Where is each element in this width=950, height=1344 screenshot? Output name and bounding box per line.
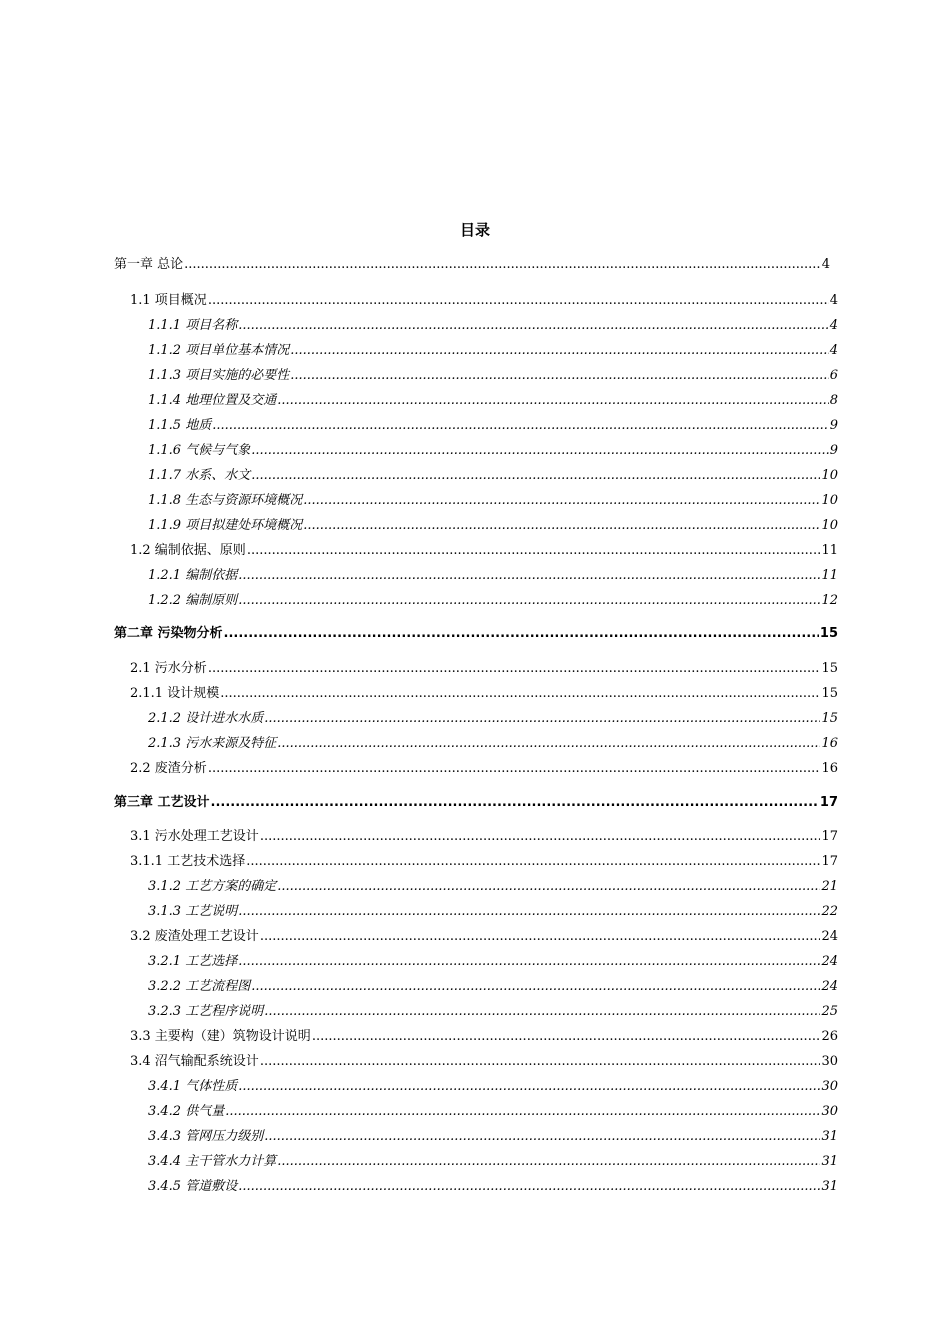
toc-dot-leader xyxy=(312,1028,821,1046)
toc-entry-label: 1.2.1 编制依据 xyxy=(148,568,238,583)
toc-dot-leader xyxy=(290,367,829,385)
toc-entry-page: 15 xyxy=(821,686,838,701)
toc-dot-leader xyxy=(277,392,829,410)
toc-entry-page: 31 xyxy=(821,1129,838,1144)
toc-entry-label: 3.2.2 工艺流程图 xyxy=(148,979,251,994)
toc-entry-label: 2.1.3 污水来源及特征 xyxy=(148,736,277,751)
toc-entry[interactable] xyxy=(130,540,838,560)
toc-entry-label: 1.1.6 气候与气象 xyxy=(148,443,251,458)
toc-entry[interactable] xyxy=(148,1151,838,1171)
toc-dot-leader xyxy=(251,978,820,996)
toc-entry-label: 3.4.5 管道敷设 xyxy=(148,1179,238,1194)
toc-entry-page: 8 xyxy=(829,393,838,408)
toc-entry-label: 3.1.3 工艺说明 xyxy=(148,904,238,919)
toc-entry-page: 31 xyxy=(821,1179,838,1194)
toc-entry-label: 第二章 污染物分析 xyxy=(114,626,223,641)
toc-dot-leader xyxy=(247,542,821,560)
toc-entry-label: 1.1.4 地理位置及交通 xyxy=(148,393,277,408)
toc-entry-page: 24 xyxy=(821,979,838,994)
toc-entry-label: 1.2 编制依据、原则 xyxy=(130,543,246,558)
toc-dot-leader xyxy=(238,592,820,610)
toc-entry[interactable] xyxy=(148,565,838,585)
toc-entry-label: 第一章 总论 xyxy=(114,257,184,272)
toc-dot-leader xyxy=(211,794,819,812)
toc-entry-page: 12 xyxy=(821,593,838,608)
toc-entry-label: 2.1.2 设计进水水质 xyxy=(148,711,264,726)
toc-entry[interactable] xyxy=(148,1176,838,1196)
toc-dot-leader xyxy=(303,492,820,510)
toc-entry-label: 3.4.2 供气量 xyxy=(148,1104,225,1119)
toc-entry-page: 9 xyxy=(829,418,838,433)
toc-entry-page: 10 xyxy=(821,493,838,508)
toc-entry[interactable] xyxy=(148,733,838,753)
toc-entry-label: 1.1 项目概况 xyxy=(130,293,207,308)
toc-dot-leader xyxy=(212,417,829,435)
toc-entry-page: 25 xyxy=(821,1004,838,1019)
toc-entry-label: 第三章 工艺设计 xyxy=(114,795,210,810)
toc-entry[interactable] xyxy=(148,1101,838,1121)
toc-entry[interactable] xyxy=(148,976,838,996)
toc-dot-leader xyxy=(238,567,820,585)
toc-entry-label: 3.3 主要构（建）筑物设计说明 xyxy=(130,1029,311,1044)
toc-entry-label: 2.1 污水分析 xyxy=(130,661,207,676)
toc-dot-leader xyxy=(260,928,821,946)
toc-entry[interactable] xyxy=(130,1026,838,1046)
toc-entry[interactable] xyxy=(148,1076,838,1096)
toc-dot-leader xyxy=(224,625,819,643)
toc-entry-label: 1.2.2 编制原则 xyxy=(148,593,238,608)
toc-dot-leader xyxy=(260,1053,821,1071)
toc-entry[interactable] xyxy=(114,623,838,643)
toc-entry-page: 24 xyxy=(821,929,838,944)
toc-dot-leader xyxy=(251,467,820,485)
toc-entry-page: 16 xyxy=(821,736,838,751)
toc-entry[interactable] xyxy=(148,390,838,410)
toc-entry[interactable] xyxy=(114,254,830,274)
toc-entry-label: 3.1.1 工艺技术选择 xyxy=(130,854,246,869)
toc-dot-leader xyxy=(260,828,821,846)
toc-entry[interactable] xyxy=(148,415,838,435)
toc-dot-leader xyxy=(277,735,820,753)
toc-entry-page: 30 xyxy=(821,1104,838,1119)
toc-entry[interactable] xyxy=(148,1126,838,1146)
toc-entry-label: 3.4.1 气体性质 xyxy=(148,1079,238,1094)
toc-entry-label: 3.4.3 管网压力级别 xyxy=(148,1129,264,1144)
toc-entry-page: 4 xyxy=(829,318,838,333)
toc-entry-label: 3.4 沼气输配系统设计 xyxy=(130,1054,259,1069)
toc-entry-label: 3.1 污水处理工艺设计 xyxy=(130,829,259,844)
toc-entry-label: 2.1.1 设计规模 xyxy=(130,686,220,701)
toc-dot-leader xyxy=(220,685,820,703)
toc-entry[interactable] xyxy=(148,315,838,335)
toc-entry[interactable] xyxy=(148,901,838,921)
toc-entry[interactable] xyxy=(130,683,838,703)
toc-dot-leader xyxy=(264,1003,820,1021)
toc-entry[interactable] xyxy=(148,365,838,385)
toc-entry-page: 31 xyxy=(821,1154,838,1169)
toc-entry[interactable] xyxy=(148,340,838,360)
toc-dot-leader xyxy=(264,1128,820,1146)
toc-entry[interactable] xyxy=(130,1051,838,1071)
toc-entry-label: 2.2 废渣分析 xyxy=(130,761,207,776)
toc-entry-page: 4 xyxy=(829,343,838,358)
toc-dot-leader xyxy=(303,517,820,535)
toc-entry-page: 30 xyxy=(821,1054,838,1069)
toc-entry-page: 10 xyxy=(821,468,838,483)
toc-entry[interactable] xyxy=(130,851,838,871)
toc-dot-leader xyxy=(277,878,820,896)
toc-entry[interactable] xyxy=(148,440,838,460)
toc-entry[interactable] xyxy=(130,826,838,846)
toc-dot-leader xyxy=(225,1103,820,1121)
toc-entry[interactable] xyxy=(148,951,838,971)
toc-entry-page: 11 xyxy=(821,543,838,558)
toc-entry[interactable] xyxy=(148,590,838,610)
toc-entry-label: 1.1.5 地质 xyxy=(148,418,212,433)
toc-entry-label: 1.1.8 生态与资源环境概况 xyxy=(148,493,303,508)
toc-dot-leader xyxy=(246,853,820,871)
toc-entry-label: 3.4.4 主干管水力计算 xyxy=(148,1154,277,1169)
toc-entry-page: 15 xyxy=(821,711,838,726)
toc-dot-leader xyxy=(277,1153,820,1171)
toc-dot-leader xyxy=(184,256,821,274)
toc-entry[interactable] xyxy=(130,758,838,778)
toc-entry-page: 9 xyxy=(829,443,838,458)
toc-entry-label: 1.1.1 项目名称 xyxy=(148,318,238,333)
toc-entry[interactable] xyxy=(148,876,838,896)
toc-entry-page: 30 xyxy=(821,1079,838,1094)
toc-dot-leader xyxy=(238,903,820,921)
toc-dot-leader xyxy=(251,442,829,460)
toc-entry-page: 26 xyxy=(821,1029,838,1044)
toc-entry-page: 15 xyxy=(819,626,838,641)
toc-title: 目录 xyxy=(459,221,490,239)
toc-entry-page: 24 xyxy=(821,954,838,969)
toc-dot-leader xyxy=(238,1178,820,1196)
toc-entry-page: 11 xyxy=(821,568,838,583)
toc-entry-label: 3.2 废渣处理工艺设计 xyxy=(130,929,259,944)
toc-entry-page: 17 xyxy=(821,854,838,869)
toc-entry[interactable] xyxy=(130,926,838,946)
toc-entry-label: 3.1.2 工艺方案的确定 xyxy=(148,879,277,894)
toc-entry[interactable] xyxy=(148,1001,838,1021)
toc-dot-leader xyxy=(264,710,820,728)
toc-entry[interactable] xyxy=(148,708,838,728)
toc-dot-leader xyxy=(238,953,820,971)
toc-entry[interactable] xyxy=(148,515,838,535)
toc-dot-leader xyxy=(208,292,829,310)
toc-entry[interactable] xyxy=(114,792,838,812)
toc-entry-label: 1.1.9 项目拟建处环境概况 xyxy=(148,518,303,533)
toc-dot-leader xyxy=(208,760,821,778)
toc-entry[interactable] xyxy=(148,465,838,485)
toc-dot-leader xyxy=(208,660,821,678)
toc-entry[interactable] xyxy=(130,290,838,310)
toc-entry-page: 10 xyxy=(821,518,838,533)
toc-entry-page: 17 xyxy=(819,795,838,810)
toc-entry-label: 1.1.3 项目实施的必要性 xyxy=(148,368,290,383)
toc-entry-page: 16 xyxy=(821,761,838,776)
toc-entry-page: 22 xyxy=(821,904,838,919)
toc-dot-leader xyxy=(290,342,829,360)
toc-entry-page: 21 xyxy=(821,879,838,894)
toc-entry[interactable] xyxy=(148,490,838,510)
toc-dot-leader xyxy=(238,1078,820,1096)
toc-dot-leader xyxy=(238,317,829,335)
toc-entry-page: 6 xyxy=(829,368,838,383)
toc-entry-page: 4 xyxy=(829,293,838,308)
toc-entry-label: 1.1.2 项目单位基本情况 xyxy=(148,343,290,358)
toc-entry-page: 17 xyxy=(821,829,838,844)
toc-entry-label: 3.2.1 工艺选择 xyxy=(148,954,238,969)
toc-entry-label: 3.2.3 工艺程序说明 xyxy=(148,1004,264,1019)
toc-entry-page: 4 xyxy=(821,257,830,272)
toc-entry[interactable] xyxy=(130,658,838,678)
toc-entry-label: 1.1.7 水系、水文 xyxy=(148,468,251,483)
toc-entry-page: 15 xyxy=(821,661,838,676)
